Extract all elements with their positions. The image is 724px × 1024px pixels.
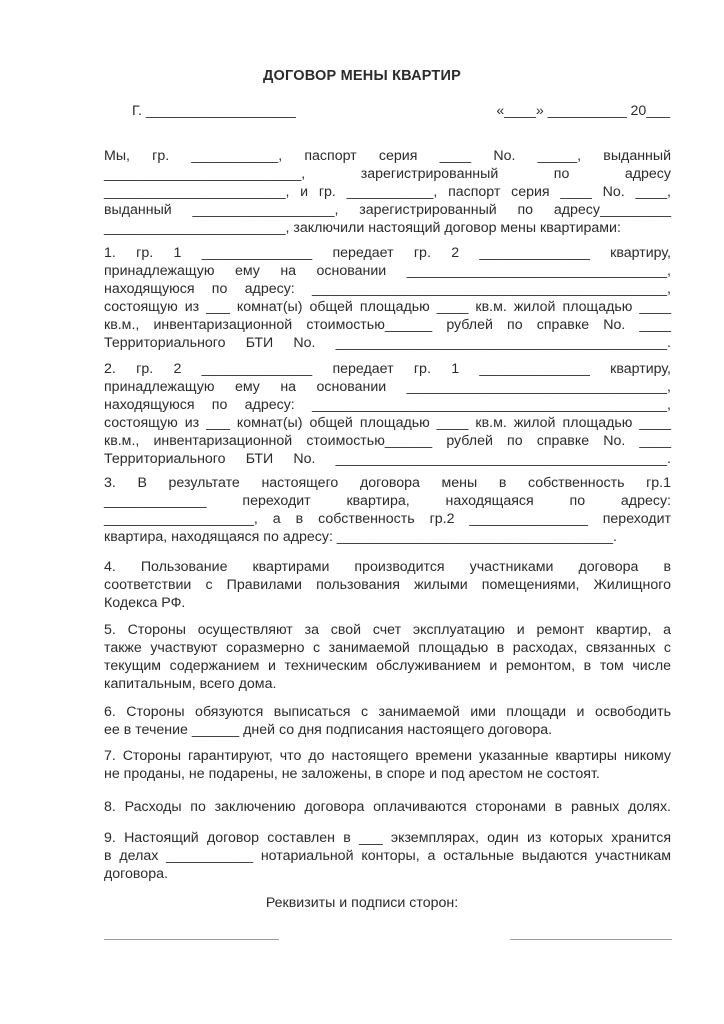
text-line: принадлежащую ему на основании _________________________________, [104, 379, 671, 395]
text-line: 5. Стороны осуществляют за свой счет эксплуатацию и ремонт квартир, а [104, 622, 671, 638]
text-line: _____________ переходит квартира, находящаяся по адресу: [104, 493, 671, 509]
text-line: 1. гр. 1 ______________ передает гр. 2 ______________ квартиру, [104, 245, 671, 261]
text-line: текущим содержанием и техническим обслуживанием и ремонтом, в том числе [104, 658, 671, 674]
text-line: кв.м., инвентаризационной стоимостью______ рублей по справке No. ____ [104, 317, 671, 333]
text-line: 4. Пользование квартирами производится участниками договора в [104, 559, 671, 575]
text-line: _______________________, и гр. ___________, паспорт серия ____ No. ____, [104, 184, 671, 200]
signatures-heading: Реквизиты и подписи сторон: [265, 895, 459, 911]
text-line: кв.м., инвентаризационной стоимостью______ рублей по справке No. ____ [104, 433, 671, 449]
text-line: 7. Стороны гарантируют, что до настоящего времени указанные квартиры никому [104, 748, 671, 764]
clause-4 [104, 558, 671, 612]
text-line: выданный __________________, зарегистрированный по адресу_________ [104, 202, 671, 218]
text-line: 6. Стороны обязуются выписаться с занимаемой ими площади и освободить [104, 704, 671, 720]
contract-place: Г. ___________________ [132, 103, 296, 119]
clause-5 [104, 621, 671, 693]
text-line: 8. Расходы по заключению договора оплачиваются сторонами в равных долях. [104, 799, 671, 815]
text-line: принадлежащую ему на основании _________________________________, [104, 263, 671, 279]
text-line: находящуюся по адресу: _____________________________________________, [104, 397, 671, 413]
text-line: состоящую из ___ комнат(ы) общей площадью ____ кв.м. жилой площадью ____ [104, 415, 671, 431]
text-line: соответствии с Правилами пользования жилыми помещениями, Жилищного [104, 577, 671, 593]
text-line: Мы, гр. ___________, паспорт серия ____ No. _____, выданный [104, 148, 671, 164]
signature-line-party-2 [510, 939, 672, 940]
text-line: капитальным, всего дома. [104, 676, 277, 692]
text-line: ___________________, а в собственность гр.2 _______________ переходит [104, 511, 671, 527]
text-line: Кодекса РФ. [104, 595, 186, 611]
text-line: состоящую из ___ комнат(ы) общей площадью ____ кв.м. жилой площадью ____ [104, 299, 671, 315]
clause-3 [104, 474, 671, 546]
text-line: 2. гр. 2 ______________ передает гр. 1 ______________ квартиру, [104, 361, 671, 377]
clause-2 [104, 360, 671, 468]
text-line: не проданы, не подарены, не заложены, в споре и под арестом не состоят. [104, 766, 600, 782]
clause-6 [104, 703, 671, 739]
text-line: квартира, находящаяся по адресу: ___________________________________. [104, 529, 617, 545]
signature-line-party-1 [104, 939, 279, 940]
clause-8 [104, 798, 671, 816]
contract-date: «____» __________ 20___ [496, 103, 670, 119]
text-line: Территориального БТИ No. __________________________________________. [104, 451, 671, 467]
text-line: _________________________, зарегистрированный по адресу [104, 166, 671, 182]
text-line: 9. Настоящий договор составлен в ___ экземплярах, один из которых хранится [104, 830, 671, 846]
text-line: также участвуют соразмерно с занимаемой площадью в расходах, связанных с [104, 640, 671, 656]
text-line: ее в течение ______ дней со дня подписания настоящего договора. [104, 722, 553, 738]
clause-1 [104, 244, 671, 352]
text-line: Территориального БТИ No. __________________________________________. [104, 335, 671, 351]
clause-9 [104, 829, 671, 883]
text-line: договора. [104, 866, 168, 882]
intro-paragraph [104, 147, 671, 237]
text-line: 3. В результате настоящего договора мены в собственность гр.1 [104, 475, 671, 491]
document-title: ДОГОВОР МЕНЫ КВАРТИР [263, 68, 461, 84]
text-line: в делах ___________ нотариальной конторы, а остальные выдаются участникам [104, 848, 671, 864]
clause-7 [104, 747, 671, 783]
text-line: находящуюся по адресу: _____________________________________________, [104, 281, 671, 297]
text-line: _______________________, заключили настоящий договор мены квартирами: [104, 220, 621, 236]
